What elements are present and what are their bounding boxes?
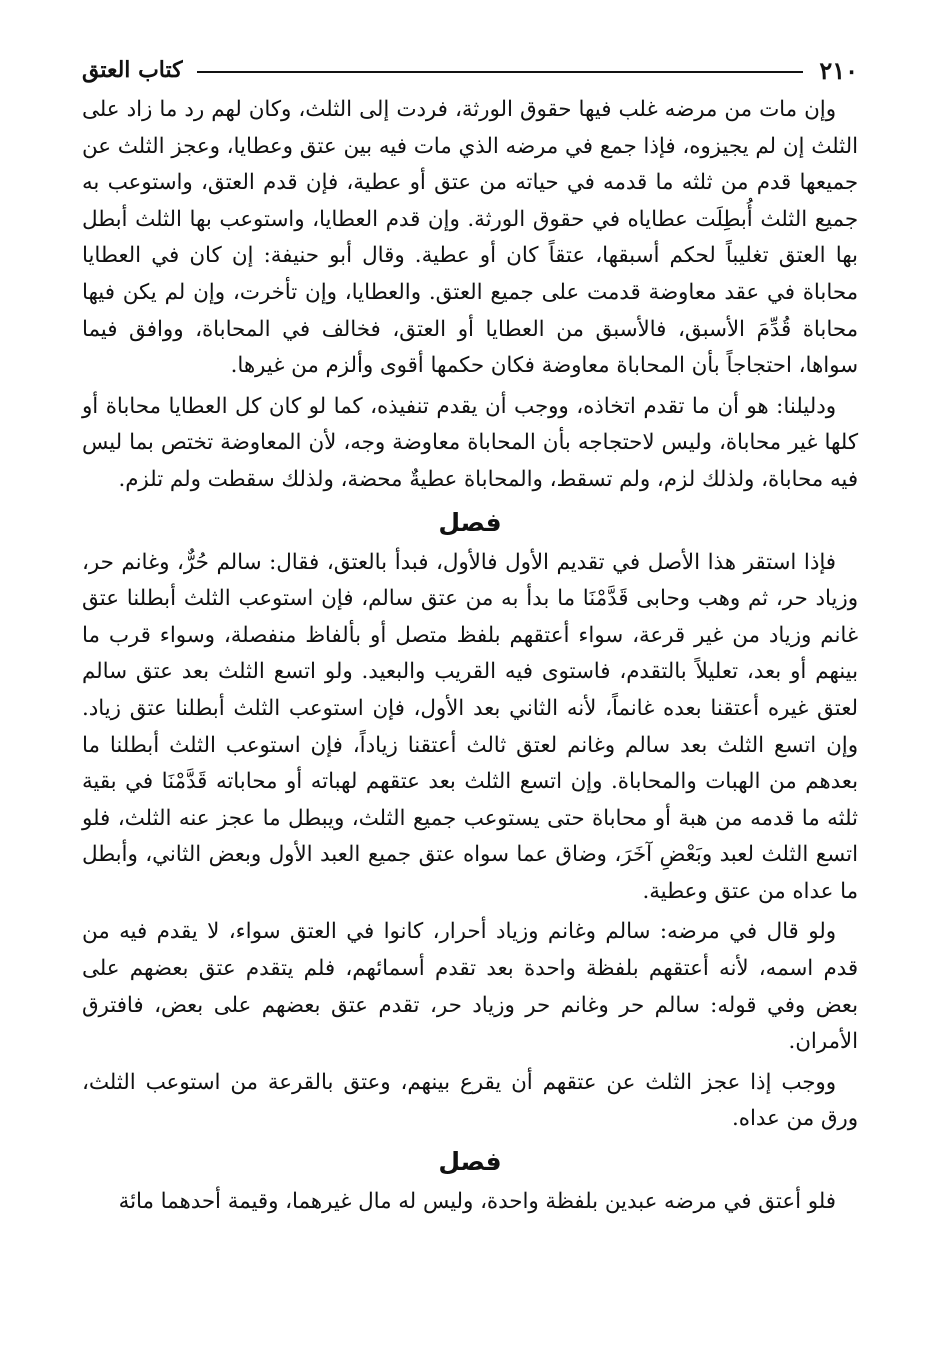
book-page bbox=[82, 48, 858, 1221]
header-rule bbox=[197, 71, 804, 73]
paragraph: فإذا استقر هذا الأصل في تقديم الأول فالأول، فبدأ بالعتق، فقال: سالم حُرٌّ، وغانم حر، وزياد حر، ثم وهب وحابى قَدَّمْنَا ما بدأ به من عتق سالم، فإن استوعب الثلث أبطلنا عتق غانم وزياد من غير قرعة، سواء أعتقهم بلفظ متصل أو بألفاظ منفصلة، وسواء قرب ما بينهم أو بعد، تعليلاً بالتقدم، فاستوى فيه القريب والبعيد. ولو اتسع الثلث بعد عتق سالم لعتق غيره أعتقنا بعده غانماً، لأنه الثاني بعد الأول، فإن استوعب الثلث أبطلنا عتق زياد. وإن اتسع الثلث بعد سالم وغانم لعتق ثالث أعتقنا زياداً، فإن استوعب الثلث أبطلنا ما بعدهم من الهبات والمحاباة. وإن اتسع الثلث بعد عتقهم لهباته أو محاباته قَدَّمْنَا في بقية ثلثه ما قدمه من هبة أو محاباة حتى يستوعب جميع الثلث، ويبطل ما عجز عنه الثلث، فلو اتسع الثلث لعبد وبَعْضِ آخَرَ، وضاق عما سواه عتق جميع العبد الأول وبعض الثاني، وأبطل ما عداه من عتق وعطية. bbox=[82, 549, 858, 904]
paragraph: ودليلنا: هو أن ما تقدم اتخاذه، ووجب أن يقدم تنفيذه، كما لو كان كل العطايا محاباة أو كلها غير محاباة، وليس لاحتجاجه بأن المحاباة معاوضة وجه، لأن المعاوضة تختص بما ليس فيه محاباة، ولذلك لزم، ولم تسقط، والمحاباة عطيةٌ محضة، ولذلك سقطت ولم تلزم. bbox=[82, 393, 858, 492]
paragraph: ولو قال في مرضه: سالم وغانم وزياد أحرار، كانوا في العتق سواء، لا يقدم فيه من قدم اسمه، لأنه أعتقهم بلفظة واحدة بعد تقدم أسمائهم، فلم يتقدم عتق بعضهم على بعض وفي قوله: سالم حر وغانم حر وزياد حر، تقدم عتق بعضهم على بعض، فافترق الأمران. bbox=[82, 919, 858, 1055]
page-number: ٢١٠ bbox=[819, 55, 858, 85]
paragraph: وإن مات من مرضه غلب فيها حقوق الورثة، فردت إلى الثلث، وكان لهم رد ما زاد على الثلث إن لم يجيزوه، فإذا جمع في مرضه الذي مات فيه بين عتق وعطايا، وعجز الثلث عن جميعها قدم من ثلثه ما قدمه في حياته من عتق أو عطية، فإن قدم العتق، واستوعب به جميع الثلث أُبطِلَت عطاياه في حقوق الورثة. وإن قدم العطايا، واستوعب بها الثلث أبطل بها العتق تغليباً لحكم أسبقها، عتقاً كان أو عطية. وقال أبو حنيفة: إن كان في العطايا محاباة في عقد معاوضة قدمت على جميع العتق. والعطايا، وإن تأخرت، وإن لم يكن فيها محاباة قُدِّمَ الأسبق، فالأسبق من العطايا أو العتق، فخالف في المحاباة، ووافق فيما سواها، احتجاجاً بأن المحاباة معاوضة فكان حكمها أقوى وألزم من غيرها. bbox=[82, 97, 858, 379]
section-heading: فصل bbox=[438, 1147, 502, 1177]
page-header bbox=[82, 48, 858, 92]
paragraph: فلو أعتق في مرضه عبدين بلفظة واحدة، وليس له مال غيرهما، وقيمة أحدهما مائة bbox=[118, 1189, 836, 1215]
running-title: كتاب العتق bbox=[82, 57, 183, 83]
section-heading: فصل bbox=[438, 507, 502, 537]
paragraph: ووجب إذا عجز الثلث عن عتقهم أن يقرع بينهم، وعتق بالقرعة من استوعب الثلث، ورق من عداه. bbox=[82, 1069, 858, 1132]
